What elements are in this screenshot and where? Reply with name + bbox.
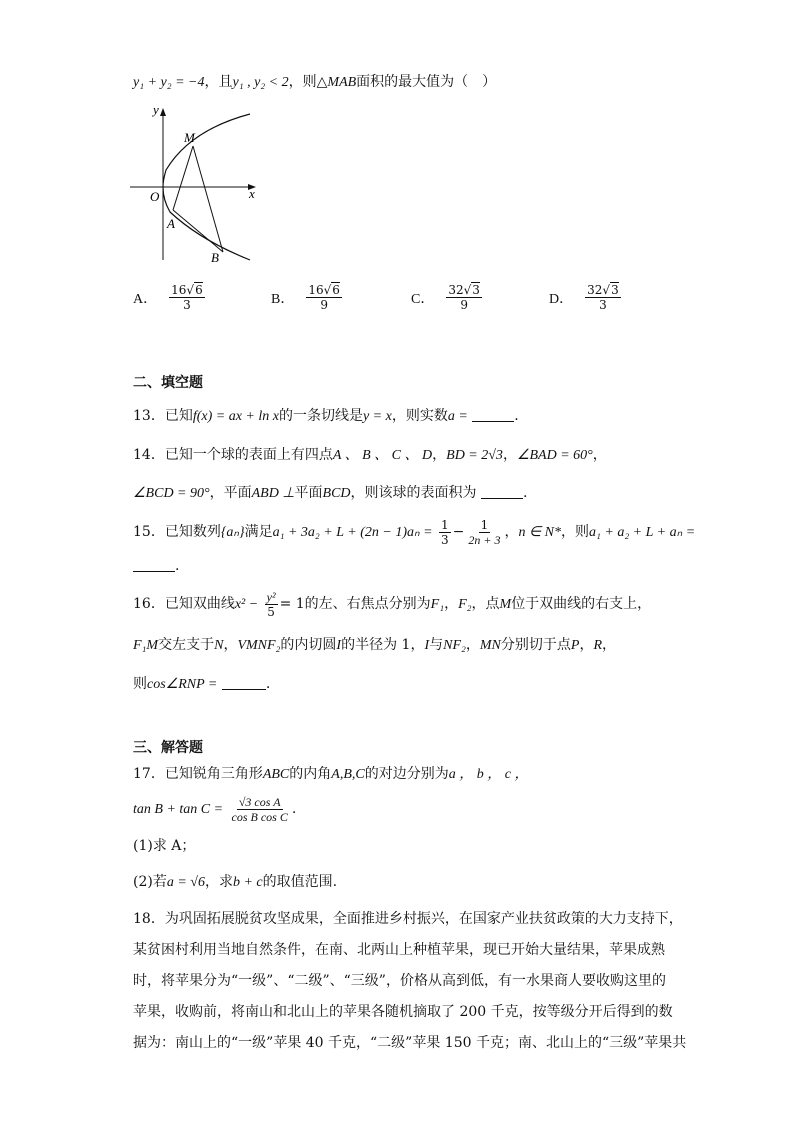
question-15: 15．已知数列{aₙ}满足a₁ + 3a₂ + L + (2n − 1)aₙ = $\frac{1}{3}$ − $\frac{1}{2n + 3}$ ，n ∈ N*，则a₁ + a₂ + L + aₙ = [133,517,696,547]
question-18-line5: 据为：南山上的“一级”苹果 40 千克，“二级”苹果 150 千克；南、北山上的“三级”苹果共 [133,1035,687,1051]
question-17-part2: (2)若a = √6，求b + c的取值范围. [133,874,338,890]
label-x: x [249,186,255,201]
answer-blank-14[interactable] [481,486,523,499]
option-b: B． $\frac{16√6}{9}$ [271,283,340,312]
answer-blank-16[interactable] [222,677,266,690]
parabola-figure [130,100,260,270]
question-16-line3: 则cos∠RNP = . [133,676,271,692]
segment-ab [173,210,223,252]
question-14-line1: 14．已知一个球的表面上有四点A 、 B 、 C 、 D，BD = 2√3，∠BAD = 60°， [133,447,607,463]
q12-cond2: y₁ , y₂ < 2 [232,75,289,90]
label-m: M [184,130,195,145]
question-13: 13．已知f(x) = ax + ln x的一条切线是y = x，则实数a = . [133,408,519,424]
option-a: A． $\frac{16√6}{3}$ [133,283,203,312]
question-16-line1: 16．已知双曲线x² − $\frac{\text{y²}}{5}$ = 1的左、右焦点分别为F₁，F₂，点M位于双曲线的右支上， [133,589,652,619]
q12-intro: y₁ + y₂ = −4，且y₁ , y₂ < 2，则△MAB面积的最大值为（ ） [133,74,497,90]
question-18-line2: 某贫困村利用当地自然条件，在南、北两山上种植苹果，现已开始大量结果，苹果成熟 [133,942,665,958]
y-axis-arrow [160,108,166,116]
section-2-title: 二、填空题 [133,375,203,391]
question-14-line2: ∠BCD = 90°，平面ABD ⊥平面BCD，则该球的表面积为 . [133,485,528,501]
label-a: A [167,216,175,231]
question-17-line1: 17．已知锐角三角形ABC的内角A,B,C的对边分别为a ， b ， c ， [133,766,529,782]
question-17-equation: tan B + tan C = $\frac{\text{√3 cos A}}{\text{cos B cos C}}$ . [133,794,297,824]
label-y: y [153,102,159,117]
section-3-title: 三、解答题 [133,740,203,756]
question-16-line2: F₁M交左支于N，VMNF₂的内切圆I的半径为 1，I与NF₂，MN分别切于点P，R， [133,637,617,653]
segment-mb [193,146,223,252]
option-c: C． $\frac{32√3}{9}$ [411,283,480,312]
question-15-answer: . [133,556,179,576]
question-18-line3: 时，将苹果分为“一级”、“二级”、“三级”，价格从高到低，有一水果商人要收购这里的 [133,973,666,989]
label-origin: O [150,189,160,204]
q12-cond1: y₁ + y₂ = −4 [133,75,205,90]
label-b: B [211,250,219,265]
question-18-line1: 18．为巩固拓展脱贫攻坚成果，全面推进乡村振兴，在国家产业扶贫政策的大力支持下， [133,911,683,927]
question-18-line4: 苹果，收购前，将南山和北山上的苹果各随机摘取了 200 千克，按等级分开后得到的数 [133,1004,673,1020]
question-17-part1: (1)求 A； [133,838,196,854]
option-d: D． $\frac{32√3}{3}$ [549,283,619,312]
answer-blank-15[interactable] [133,559,175,572]
answer-blank-13[interactable] [472,409,514,422]
